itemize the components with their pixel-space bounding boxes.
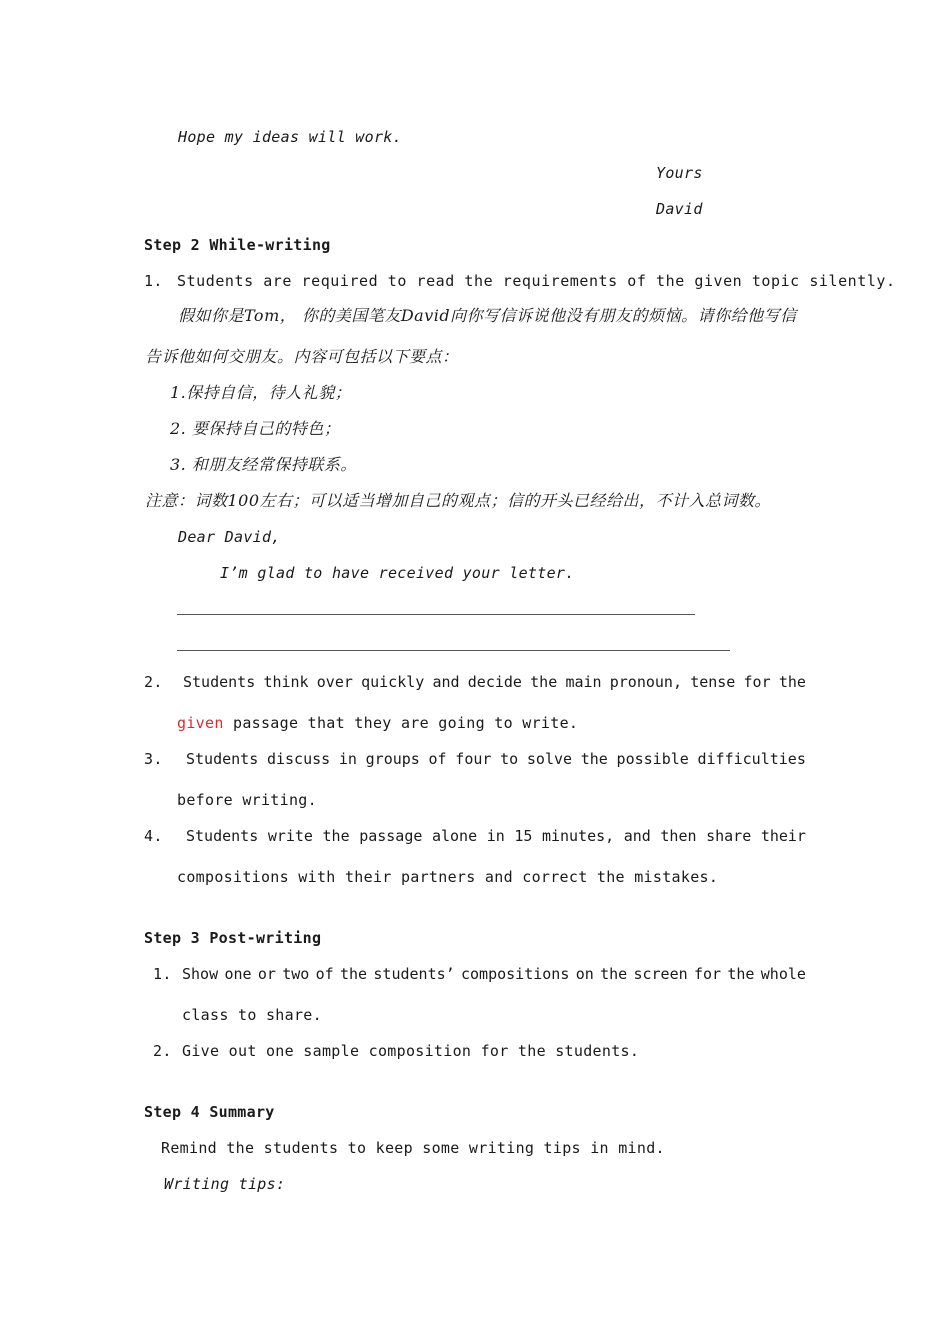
step2-item4-continuation: compositions with their partners and correct the mistakes.	[177, 868, 719, 886]
task-point-1: 1.保持自信，待人礼貌；	[170, 383, 352, 402]
step2-item2-number: 2.	[144, 673, 163, 691]
step2-item2-text: Students think over quickly and decide the main pronoun, tense for the	[183, 673, 806, 691]
task-prompt-line2: 告诉他如何交朋友。内容可包括以下要点：	[145, 347, 459, 366]
step3-item2-number: 2.	[153, 1042, 172, 1060]
writing-tips-label: Writing tips:	[164, 1175, 286, 1193]
step2-item4-text: Students write the passage alone in 15 minutes, and then share their	[186, 827, 806, 845]
step2-item3-text: Students discuss in groups of four to solve the possible difficulties	[186, 750, 806, 768]
step2-item3-number: 3.	[144, 750, 163, 768]
step2-heading: Step 2 While-writing	[144, 236, 331, 254]
step2-item3-continuation: before writing.	[177, 791, 317, 809]
step2-item2-continuation: given passage that they are going to write.	[177, 714, 579, 732]
task-point-3: 3. 和朋友经常保持联系。	[170, 455, 357, 474]
letter-closing-yours: Yours	[656, 164, 703, 182]
task-note: 注意：词数100左右；可以适当增加自己的观点；信的开头已经给出，不计入总词数。	[145, 491, 772, 510]
step2-item4-number: 4.	[144, 827, 163, 845]
letter-opening: I’m glad to have received your letter.	[220, 564, 575, 582]
writing-blank-line-2	[177, 650, 730, 651]
step2-item1-number: 1.	[144, 272, 163, 290]
letter-greeting: Dear David,	[178, 528, 281, 546]
step3-heading: Step 3 Post-writing	[144, 929, 322, 947]
letter-closing-signature: David	[656, 200, 703, 218]
highlighted-word: given	[177, 714, 224, 732]
step3-item1-continuation: class to share.	[182, 1006, 322, 1024]
letter-closing-hope: Hope my ideas will work.	[178, 128, 402, 146]
step3-item1-number: 1.	[153, 965, 172, 983]
task-point-2: 2. 要保持自己的特色；	[170, 419, 341, 438]
step3-item2-text: Give out one sample composition for the students.	[182, 1042, 640, 1060]
writing-blank-line-1	[177, 614, 695, 615]
step3-item1-text: Show one or two of the students’ compositions on the screen for the whole	[182, 965, 806, 983]
step2-item1-text: Students are required to read the requirements of the given topic silently.	[177, 272, 896, 290]
step4-text: Remind the students to keep some writing tips in mind.	[161, 1139, 665, 1157]
task-prompt-line1: 假如你是Tom， 你的美国笔友David向你写信诉说他没有朋友的烦恼。请你给他写信	[178, 306, 797, 325]
step4-heading: Step 4 Summary	[144, 1103, 275, 1121]
